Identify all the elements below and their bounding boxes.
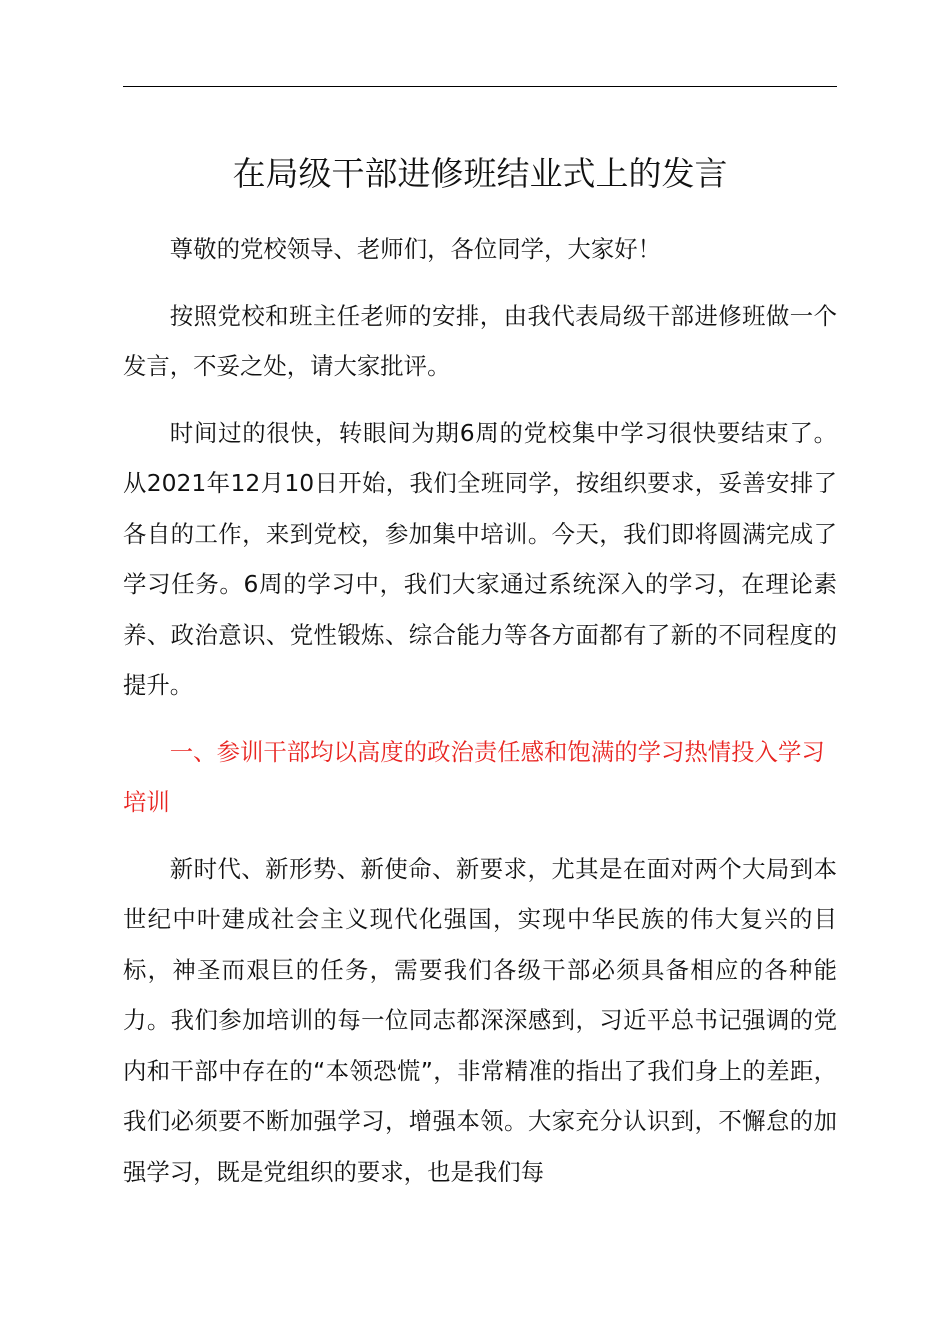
document-body xyxy=(123,224,837,1197)
greeting-paragraph: 尊敬的党校领导、老师们，各位同学，大家好！ xyxy=(169,235,661,263)
section-paragraph: 新时代、新形势、新使命、新要求，尤其是在面对两个大局到本世纪中叶建成社会主义现代化强国，实现中华民族的伟大复兴的目标，神圣而艰巨的任务，需要我们各级干部必须具备相应的各种能力。我们参加培训的每一位同志都深深感到，习近平总书记强调的党内和干部中存在的“本领恐慌”，非常精准的指出了我们身上的差距，我们必须要不断加强学习，增强本领。大家充分认识到，不懈怠的加强学习，既是党组织的要求，也是我们每 xyxy=(123,854,837,1186)
section-heading: 一、参训干部均以高度的政治责任感和饱满的学习热情投入学习培训 xyxy=(123,737,825,816)
header-rule xyxy=(123,86,837,87)
intro-paragraph: 按照党校和班主任老师的安排，由我代表局级干部进修班做一个发言，不妥之处，请大家批评。 xyxy=(123,301,837,380)
summary-paragraph: 时间过的很快，转眼间为期6周的党校集中学习很快要结束了。从2021年12月10日开始，我们全班同学，按组织要求，妥善安排了各自的工作，来到党校，参加集中培训。今天，我们即将圆满完成了学习任务。6周的学习中，我们大家通过系统深入的学习，在理论素养、政治意识、党性锻炼、综合能力等各方面都有了新的不同程度的提升。 xyxy=(123,418,837,699)
document-title: 在局级干部进修班结业式上的发言 xyxy=(232,154,728,193)
